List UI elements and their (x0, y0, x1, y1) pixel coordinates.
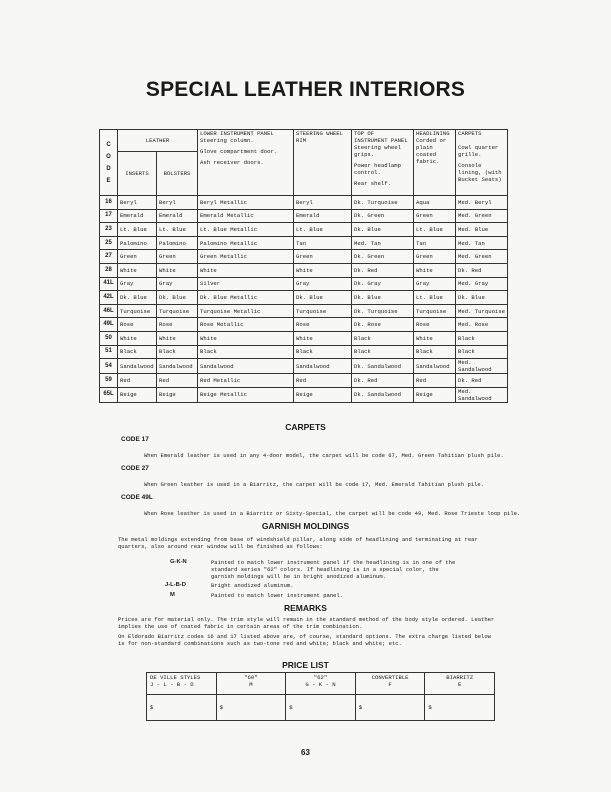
cell-trim-code: 27 (100, 250, 118, 264)
garnish-note: Bright anodized aluminum. (211, 582, 294, 589)
cell-inserts: Beige (118, 387, 157, 402)
table-row (100, 223, 508, 237)
leather-header: LEATHER (118, 130, 198, 152)
cell-inserts: Emerald (118, 209, 157, 223)
cell-steering-rim: Sandalwood (294, 359, 352, 374)
cell-trim-code: 28 (100, 263, 118, 277)
carpet-code-label: CODE 27 (121, 465, 149, 472)
cell-lower-panel: Palomino Metallic (198, 236, 294, 250)
cell-lower-panel: Silver (198, 277, 294, 291)
price-list-table (146, 672, 495, 721)
headlining-header: HEADLINING Corded or plain coated fabric. (414, 130, 456, 196)
cell-bolsters: Gray (157, 277, 198, 291)
price-cell: $ (216, 695, 286, 721)
cell-lower-panel: Black (198, 345, 294, 359)
cell-lower-panel: Beryl Metallic (198, 196, 294, 210)
table-row (100, 318, 508, 332)
cell-lower-panel: Lt. Blue Metallic (198, 223, 294, 237)
cell-bolsters: Black (157, 345, 198, 359)
cell-trim-code: 42L (100, 291, 118, 305)
cell-headlining: Green (414, 250, 456, 264)
cell-headlining: Lt. Blue (414, 223, 456, 237)
table-row (100, 236, 508, 250)
cell-headlining: Tan (414, 236, 456, 250)
cell-top-panel: Dk. Rose (352, 318, 414, 332)
cell-inserts: Turquoise (118, 304, 157, 318)
table-row (100, 345, 508, 359)
cell-headlining: Red (414, 374, 456, 388)
cell-bolsters: Lt. Blue (157, 223, 198, 237)
cell-steering-rim: Emerald (294, 209, 352, 223)
cell-carpets: Dk. Red (456, 374, 508, 388)
cell-trim-code: 54 (100, 359, 118, 374)
cell-headlining: Black (414, 345, 456, 359)
cell-carpets: Med. Tan (456, 236, 508, 250)
cell-steering-rim: Rose (294, 318, 352, 332)
cell-inserts: White (118, 263, 157, 277)
price-cell: $ (425, 695, 495, 721)
cell-trim-code: 16 (100, 196, 118, 210)
cell-steering-rim: White (294, 263, 352, 277)
remarks-paragraph: On Eldorado Biarritz codes 16 and 17 listed above are, of course, standard options. The extra charge listed below is for non-standard combinations such as two-tone red and white; black and white; etc. (118, 633, 491, 647)
cell-inserts: Palomino (118, 236, 157, 250)
cell-lower-panel: Red Metallic (198, 374, 294, 388)
cell-headlining: Lt. Blue (414, 291, 456, 305)
cell-steering-rim: Dk. Blue (294, 291, 352, 305)
cell-inserts: Sandalwood (118, 359, 157, 374)
cell-headlining: Rose (414, 318, 456, 332)
cell-trim-code: 17 (100, 209, 118, 223)
cell-lower-panel: Sandalwood (198, 359, 294, 374)
steering-header: STEERING WHEEL RIM (294, 130, 352, 196)
price-cell: $ (355, 695, 425, 721)
cell-bolsters: White (157, 331, 198, 345)
carpets-header: CARPETS Cowl quarter grille. Console lining, (with Bucket Seats) (456, 130, 508, 196)
cell-trim-code: 23 (100, 223, 118, 237)
cell-headlining: White (414, 263, 456, 277)
cell-headlining: Turquoise (414, 304, 456, 318)
price-cell: $ (147, 695, 217, 721)
cell-trim-code: 65L (100, 387, 118, 402)
garnish-heading: GARNISH MOLDINGS (261, 521, 350, 531)
table-row (100, 196, 508, 210)
garnish-note: Painted to match lower instrument panel. (211, 592, 344, 599)
cell-trim-code: 46L (100, 304, 118, 318)
price-list-heading: PRICE LIST (282, 660, 329, 670)
cell-top-panel: Dk. Blue (352, 223, 414, 237)
cell-carpets: Dk. Blue (456, 291, 508, 305)
cell-top-panel: Dk. Red (352, 263, 414, 277)
cell-bolsters: Beryl (157, 196, 198, 210)
cell-lower-panel: Turquoise Metallic (198, 304, 294, 318)
remarks-paragraph: Prices are for material only. The trim style will remain in the standard method of the body style ordered. Leather implies the use of coated fabric in certain areas of the trim combination. (118, 616, 495, 630)
cell-top-panel: Dk. Blue (352, 291, 414, 305)
cell-bolsters: Turquoise (157, 304, 198, 318)
table-row (100, 291, 508, 305)
cell-bolsters: Green (157, 250, 198, 264)
cell-top-panel: Dk. Green (352, 250, 414, 264)
carpets-heading: CARPETS (285, 422, 326, 432)
cell-inserts: Dk. Blue (118, 291, 157, 305)
cell-headlining: Gray (414, 277, 456, 291)
code-header: C O D E (100, 130, 118, 196)
cell-lower-panel: Dk. Blue Metallic (198, 291, 294, 305)
cell-top-panel: Dk. Gray (352, 277, 414, 291)
cell-headlining: Sandalwood (414, 359, 456, 374)
cell-bolsters: White (157, 263, 198, 277)
cell-inserts: Beryl (118, 196, 157, 210)
cell-bolsters: Dk. Blue (157, 291, 198, 305)
table-row (100, 250, 508, 264)
cell-bolsters: Beige (157, 387, 198, 402)
cell-top-panel: Dk. Sandalwood (352, 359, 414, 374)
cell-top-panel: Black (352, 331, 414, 345)
cell-carpets: Med. Turquoise (456, 304, 508, 318)
cell-lower-panel: Green Metallic (198, 250, 294, 264)
price-col-header: CONVERTIBLE F (355, 673, 425, 695)
cell-inserts: Lt. Blue (118, 223, 157, 237)
cell-steering-rim: Turquoise (294, 304, 352, 318)
cell-trim-code: 25 (100, 236, 118, 250)
carpet-code-label: CODE 49L (121, 494, 153, 501)
cell-bolsters: Red (157, 374, 198, 388)
cell-top-panel: Black (352, 345, 414, 359)
cell-steering-rim: Lt. Blue (294, 223, 352, 237)
cell-lower-panel: Rose Metallic (198, 318, 294, 332)
remarks-heading: REMARKS (284, 603, 327, 613)
cell-inserts: White (118, 331, 157, 345)
cell-steering-rim: Green (294, 250, 352, 264)
cell-steering-rim: Gray (294, 277, 352, 291)
cell-carpets: Black (456, 331, 508, 345)
cell-inserts: Green (118, 250, 157, 264)
cell-steering-rim: Red (294, 374, 352, 388)
garnish-code: M (170, 592, 175, 598)
cell-top-panel: Dk. Red (352, 374, 414, 388)
cell-steering-rim: White (294, 331, 352, 345)
table-row (100, 304, 508, 318)
cell-bolsters: Rose (157, 318, 198, 332)
table-row (100, 209, 508, 223)
table-row (100, 277, 508, 291)
cell-inserts: Black (118, 345, 157, 359)
cell-bolsters: Emerald (157, 209, 198, 223)
price-cell: $ (286, 695, 356, 721)
cell-lower-panel: White (198, 263, 294, 277)
cell-inserts: Rose (118, 318, 157, 332)
cell-steering-rim: Tan (294, 236, 352, 250)
garnish-code: J-L-B-D (165, 582, 186, 588)
page-number: 63 (301, 748, 310, 757)
cell-carpets: Med. Green (456, 209, 508, 223)
garnish-code: G-K-N (170, 559, 187, 565)
cell-trim-code: 50 (100, 331, 118, 345)
cell-carpets: Med. Rose (456, 318, 508, 332)
cell-trim-code: 41L (100, 277, 118, 291)
carpet-note: When Rose leather is used in a Biarritz or Sixty-Special, the carpet will be code 49, Med. Rose Trieste loop pile. (144, 510, 521, 517)
price-col-header: BIARRITZ E (425, 673, 495, 695)
leather-interiors-table (99, 129, 508, 403)
cell-carpets: Black (456, 345, 508, 359)
cell-headlining: Aqua (414, 196, 456, 210)
cell-trim-code: 49L (100, 318, 118, 332)
table-row (100, 331, 508, 345)
cell-carpets: Med. Sandalwood (456, 359, 508, 374)
bolsters-header: BOLSTERS (157, 152, 198, 196)
table-row (100, 387, 508, 402)
table-row (100, 359, 508, 374)
cell-top-panel: Med. Tan (352, 236, 414, 250)
cell-steering-rim: Black (294, 345, 352, 359)
cell-bolsters: Palomino (157, 236, 198, 250)
cell-bolsters: Sandalwood (157, 359, 198, 374)
price-col-header: DE VILLE STYLES J - L - B - D (147, 673, 217, 695)
table-row (100, 263, 508, 277)
top-panel-header: TOP OF INSTRUMENT PANEL Steering wheel grips. Power headlamp control. Rear shelf. (352, 130, 414, 196)
cell-carpets: Med. Sandalwood (456, 387, 508, 402)
garnish-intro: The metal moldings extending from base of windshield pillar, along side of headlining and terminating at rear quarters, also around rear window will be finished as follows: (118, 536, 478, 550)
cell-steering-rim: Beige (294, 387, 352, 402)
cell-steering-rim: Beryl (294, 196, 352, 210)
carpet-code-label: CODE 17 (121, 436, 149, 443)
cell-carpets: Med. Beryl (456, 196, 508, 210)
cell-top-panel: Dk. Turquoise (352, 196, 414, 210)
carpet-note: When Green leather is used in a Biarritz, the carpet will be code 17, Med. Emerald Tahitian plush pile. (144, 481, 484, 488)
cell-carpets: Dk. Red (456, 263, 508, 277)
lower-panel-header: LOWER INSTRUMENT PANEL Steering column. Glove compartment door. Ash receiver doors. (198, 130, 294, 196)
garnish-note: Painted to match lower instrument panel if the headlining is in one of the standard series "62" colors. If headlining is in a special color, the garnish moldings will be in bright anodized aluminum. (211, 559, 456, 580)
cell-lower-panel: Beige Metallic (198, 387, 294, 402)
cell-carpets: Med. Green (456, 250, 508, 264)
cell-inserts: Gray (118, 277, 157, 291)
cell-lower-panel: White (198, 331, 294, 345)
cell-lower-panel: Emerald Metallic (198, 209, 294, 223)
table-row (100, 374, 508, 388)
page-title: SPECIAL LEATHER INTERIORS (145, 78, 466, 101)
cell-top-panel: Dk. Green (352, 209, 414, 223)
cell-top-panel: Dk. Sandalwood (352, 387, 414, 402)
price-col-header: "62" G - K - N (286, 673, 356, 695)
cell-inserts: Red (118, 374, 157, 388)
inserts-header: INSERTS (118, 152, 157, 196)
carpet-note: When Emerald leather is used in any 4-door model, the carpet will be code 67, Med. Green Tahitian plush pile. (144, 452, 504, 459)
cell-headlining: Green (414, 209, 456, 223)
cell-carpets: Med. Gray (456, 277, 508, 291)
cell-headlining: White (414, 331, 456, 345)
price-col-header: "60" M (216, 673, 286, 695)
cell-top-panel: Dk. Turquoise (352, 304, 414, 318)
cell-trim-code: 51 (100, 345, 118, 359)
cell-carpets: Med. Blue (456, 223, 508, 237)
cell-trim-code: 59 (100, 374, 118, 388)
cell-headlining: Beige (414, 387, 456, 402)
